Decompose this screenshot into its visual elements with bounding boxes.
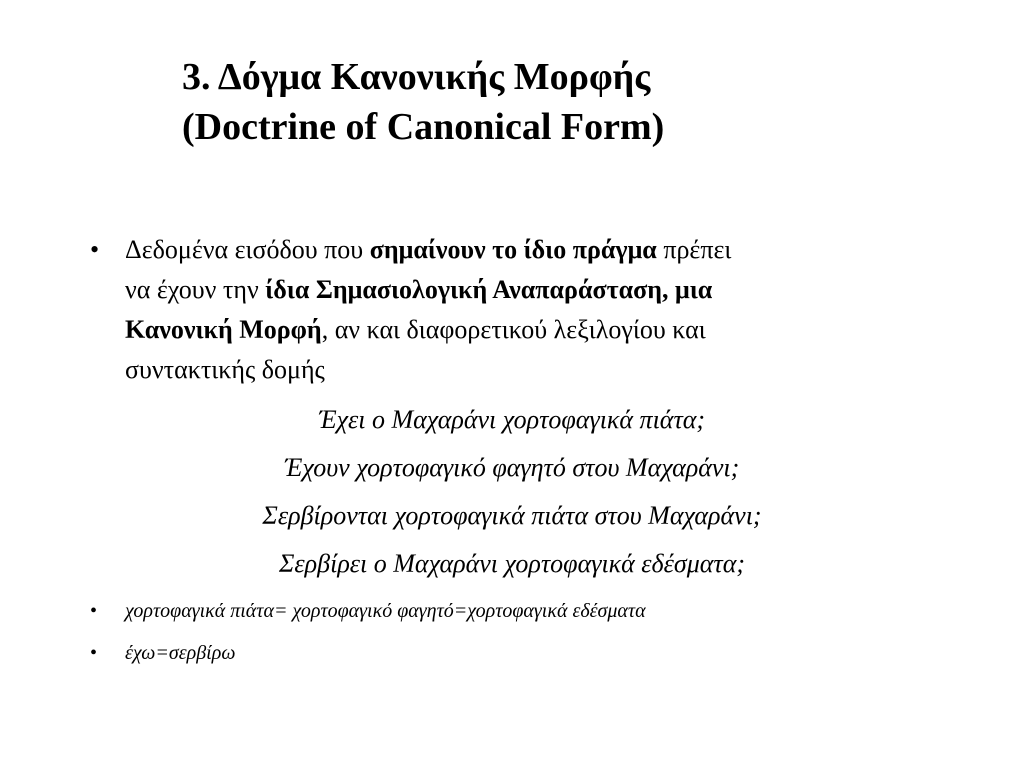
main-text-bold: ίδια Σημασιολογική Αναπαράσταση, μια bbox=[265, 275, 713, 304]
main-line-1 bbox=[125, 230, 945, 270]
main-text: να έχουν την bbox=[125, 275, 266, 304]
example-sentence-3: Σερβίρονται χορτοφαγικά πιάτα στου Μαχαράνι; bbox=[262, 501, 762, 530]
example-sentence-1: Έχει ο Μαχαράνι χορτοφαγικά πιάτα; bbox=[318, 405, 706, 434]
slide-title bbox=[182, 52, 982, 152]
bullet-marker-main: • bbox=[90, 235, 100, 264]
title-greek: 3. Δόγμα Κανονικής Μορφής bbox=[182, 56, 651, 98]
main-text: Δεδομένα εισόδου που bbox=[125, 235, 370, 264]
main-text-bold: σημαίνουν το ίδιο πράγμα bbox=[369, 235, 657, 264]
example-sentence-2: Έχουν χορτοφαγικό φαγητό στου Μαχαράνι; bbox=[284, 453, 740, 482]
equivalence-synonyms: χορτοφαγικά πιάτα= χορτοφαγικό φαγητό=χορτοφαγικά εδέσματα bbox=[125, 600, 646, 622]
bullet-marker-equivalence-1: • bbox=[90, 600, 98, 622]
main-line-3 bbox=[125, 310, 945, 350]
main-line-4: συντακτικής δομής bbox=[125, 355, 325, 384]
main-paragraph bbox=[125, 230, 945, 390]
main-line-2 bbox=[125, 270, 945, 310]
main-text: πρέπει bbox=[656, 235, 732, 264]
example-sentence-4: Σερβίρει ο Μαχαράνι χορτοφαγικά εδέσματα; bbox=[278, 549, 746, 578]
main-text: , αν και διαφορετικού λεξιλογίου και bbox=[321, 315, 706, 344]
equivalence-verbs: έχω=σερβίρω bbox=[125, 642, 236, 664]
bullet-marker-equivalence-2: • bbox=[90, 642, 98, 664]
main-text-bold: Κανονική Μορφή bbox=[125, 315, 322, 344]
title-english: (Doctrine of Canonical Form) bbox=[182, 106, 665, 148]
